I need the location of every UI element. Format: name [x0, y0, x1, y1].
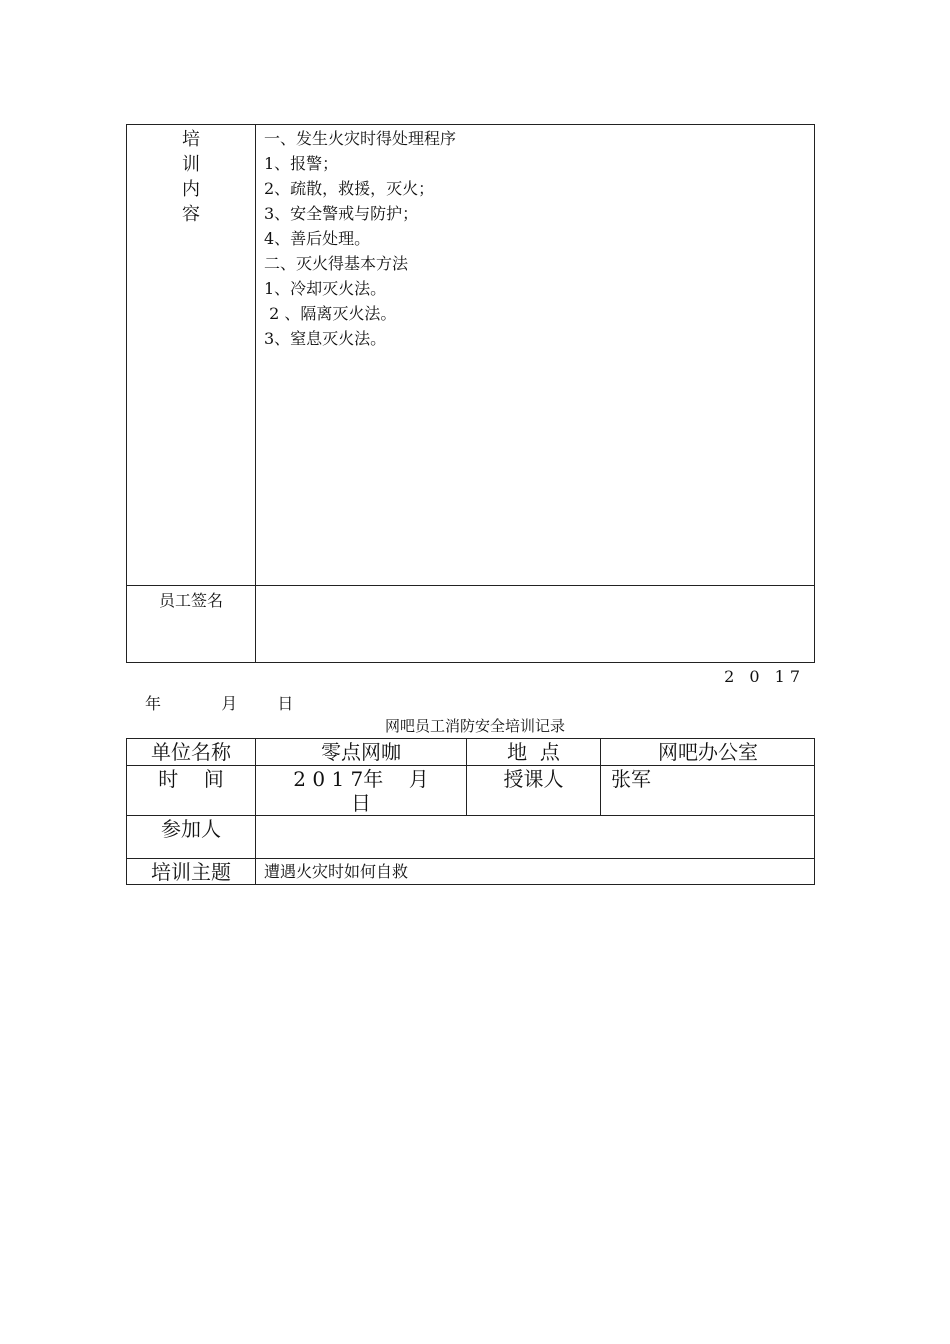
month-char: 月 [221, 694, 238, 713]
training-record-table [126, 738, 815, 885]
employee-signature-label: 员工签名 [158, 591, 223, 610]
training-content-label [127, 127, 255, 227]
unit-name-label: 单位名称 [151, 740, 231, 764]
content-item: 1、报警； [264, 154, 339, 173]
label-char: 培 [182, 129, 200, 150]
content-item: 4、善后处理。 [264, 229, 371, 248]
lecturer-value: 张军 [611, 767, 651, 791]
signature-area[interactable] [256, 586, 814, 662]
participants-label: 参加人 [161, 817, 221, 841]
training-content-table [126, 124, 815, 663]
content-item: 2 、隔离灭火法。 [264, 304, 397, 323]
time-value-line2: 日 [351, 791, 371, 815]
label-char: 容 [182, 204, 200, 225]
unit-name-value: 零点网咖 [321, 740, 401, 764]
column-divider [255, 125, 256, 662]
date-line [145, 691, 293, 714]
place-label: 地 点 [507, 740, 560, 764]
content-item: 3、安全警戒与防护； [264, 204, 419, 223]
time-value-line1: 2 0 1 7年 月 [293, 767, 429, 791]
topic-label: 培训主题 [151, 860, 231, 884]
label-char: 内 [182, 179, 200, 200]
record-title: 网吧员工消防安全培训记录 [384, 717, 565, 735]
content-item: 二、灭火得基本方法 [264, 254, 409, 273]
date-year: 2 0 17 [724, 667, 805, 686]
content-item: 1、冷却灭火法。 [264, 279, 387, 298]
topic-value: 遭遇火灾时如何自救 [264, 862, 409, 881]
place-value: 网吧办公室 [658, 740, 758, 764]
day-char: 日 [277, 694, 294, 713]
lecturer-label: 授课人 [503, 767, 564, 791]
label-char: 训 [182, 154, 200, 175]
training-content-list [264, 126, 456, 351]
content-item: 一、发生火灾时得处理程序 [264, 129, 457, 148]
content-item: 3、窒息灭火法。 [264, 329, 387, 348]
content-item: 2、疏散，救援，灭火； [264, 179, 435, 198]
time-label: 时 间 [158, 767, 224, 791]
year-char: 年 [145, 694, 162, 713]
